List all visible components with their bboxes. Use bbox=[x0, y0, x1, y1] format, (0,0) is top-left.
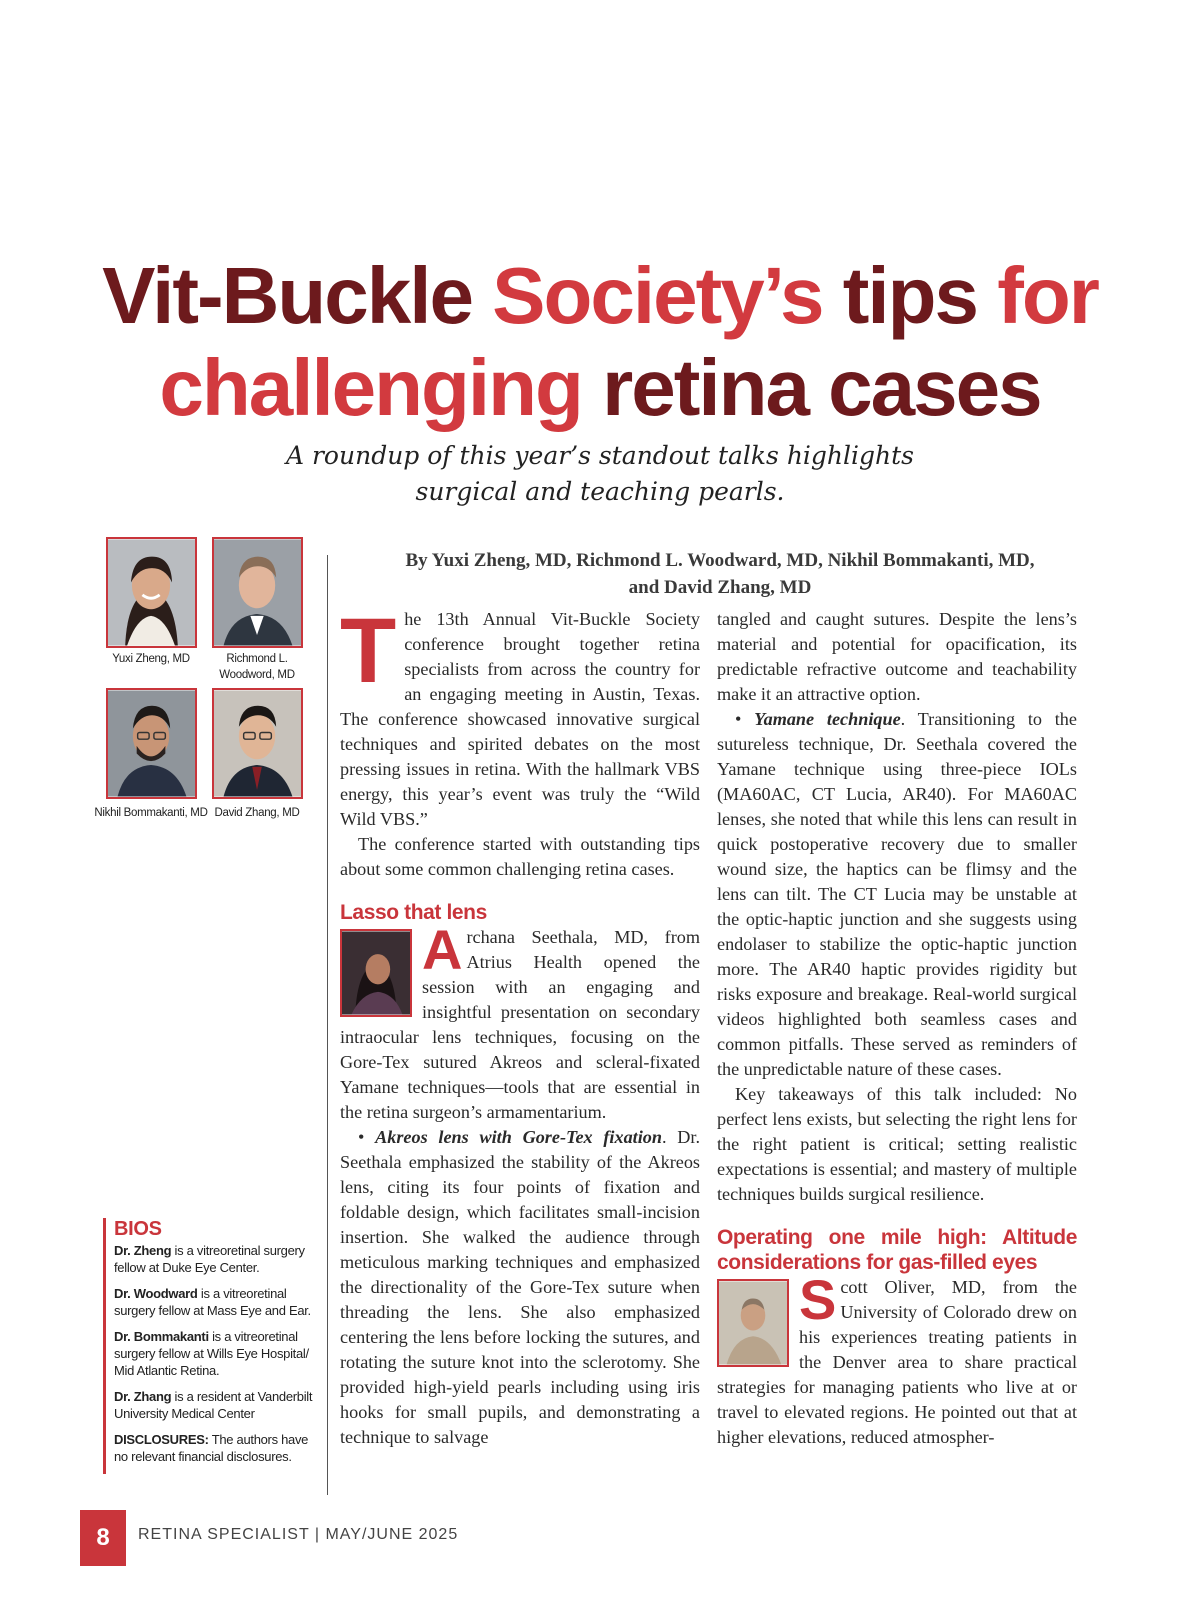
title-part-4: for bbox=[997, 251, 1098, 340]
takeaways-paragraph: Key takeaways of this talk included: No perfect lens exists, but selecting the right lens for the right patient is critical; setting realistic expectations is essential; and mastery of multiple techniques builds surgical resilience. bbox=[717, 1084, 1077, 1204]
bios-box bbox=[103, 1218, 324, 1474]
bullet: • bbox=[358, 1127, 376, 1147]
author-caption-woodward bbox=[197, 651, 317, 683]
intro-paragraph-2: The conference started with outstanding tips about some common challenging retina cases. bbox=[340, 834, 700, 879]
section2-text: cott Oliver, MD, from the University of Colorado drew on his experiences treating patients in the Denver area to share practical strategies for managing patients who live at or travel to elevated regions. He pointed out that at higher elevations, reduced atmospher- bbox=[717, 1277, 1077, 1447]
bio-zheng bbox=[114, 1242, 324, 1276]
drop-cap: T bbox=[340, 600, 397, 702]
yamane-label: Yamane technique bbox=[754, 709, 901, 729]
bio-name: Dr. Zheng bbox=[114, 1243, 172, 1258]
author-caption-zhang: David Zhang, MD bbox=[214, 807, 300, 819]
bio-text: is a vitreoretinal surgery fellow at Mass Eye and Ear. bbox=[114, 1286, 311, 1318]
bios-heading: BIOS bbox=[114, 1218, 162, 1240]
bio-text: is a vitreoretinal surgery fellow at Wills Eye Hospital/ Mid Atlantic Retina. bbox=[114, 1329, 309, 1378]
drop-cap: S bbox=[799, 1268, 837, 1331]
disclosures-label: DISCLOSURES: bbox=[114, 1432, 209, 1447]
section1-text: rchana Seethala, MD, from Atrius Health opened the session with an engaging and insightful presentation on secondary intraocular lens techniques, focusing on the Gore-Tex sutured Akreos and scleral-fixated Yamane techniques—tools that are essential in the retina surgeon’s armamentarium. bbox=[340, 927, 700, 1122]
publication-footer: RETINA SPECIALIST | MAY/JUNE 2025 bbox=[138, 1526, 459, 1543]
section-heading-lasso: Lasso that lens bbox=[340, 901, 487, 924]
akreos-paragraph bbox=[340, 1125, 700, 1450]
sidebar-divider bbox=[327, 555, 328, 1495]
bio-name: Dr. Woodward bbox=[114, 1286, 198, 1301]
intro-paragraph bbox=[340, 600, 700, 832]
portrait-man-icon bbox=[214, 690, 301, 797]
title-part-2: Society’s bbox=[492, 251, 823, 340]
section-gap bbox=[717, 1207, 1077, 1225]
section2-paragraph bbox=[717, 1268, 1077, 1450]
author-caption-zheng: Yuxi Zheng, MD bbox=[112, 653, 190, 665]
portrait-man-icon bbox=[108, 690, 195, 797]
subtitle-line-2: surgical and teaching pearls. bbox=[415, 477, 785, 506]
body-column-2 bbox=[717, 607, 1077, 1450]
bio-woodward bbox=[114, 1285, 324, 1319]
yamane-text: . Transitioning to the sutureless technique, Dr. Seethala covered the Yamane technique using three-piece IOLs (MA60AC, CT Lucia, AR40). For MA60AC lenses, she noted that while this lens can result in quick postoperative recovery due to smaller wound size, the haptics can be flimsy and the lens can tilt. The CT Lucia may be unstable at the optic-haptic junction and she suggests using endolaser to stabilize the optic-haptic junction more. The AR40 haptic provides rigidity but risks exposure and breakage. Real-world surgical videos highlighted both seamless cases and common pitfalls. These served as reminders of the unpredictable nature of these cases. bbox=[717, 709, 1077, 1079]
article-title bbox=[0, 250, 1200, 434]
portrait-man-icon bbox=[214, 539, 301, 646]
section-heading-altitude: Operating one mile high: Altitude considerations for gas-filled eyes bbox=[717, 1226, 1077, 1274]
caption-line-2: Woodword, MD bbox=[219, 669, 295, 681]
portrait-speaker-icon bbox=[719, 1281, 787, 1365]
title-part-6: retina cases bbox=[581, 343, 1041, 432]
col2-paragraph-1: tangled and caught sutures. Despite the lens’s material and potential for opacification, its predictable refractive outcome and teachability make it an attractive option. bbox=[717, 609, 1077, 704]
yamane-paragraph bbox=[717, 707, 1077, 1082]
bio-name: Dr. Zhang bbox=[114, 1389, 172, 1404]
author-photo-zhang bbox=[212, 688, 303, 799]
bio-zhang bbox=[114, 1388, 324, 1422]
disclosures-text: The authors have no relevant financial disclosures. bbox=[114, 1432, 309, 1464]
speaker-photo-oliver bbox=[717, 1279, 789, 1367]
title-part-5: challenging bbox=[159, 343, 582, 432]
title-part-3: tips bbox=[822, 251, 998, 340]
bullet: • bbox=[735, 709, 755, 729]
author-caption-bommakanti: Nikhil Bommakanti, MD bbox=[94, 807, 208, 819]
caption-line-1: Richmond L. bbox=[226, 653, 288, 665]
bio-name: Dr. Bommakanti bbox=[114, 1329, 209, 1344]
drop-cap: A bbox=[422, 918, 463, 981]
portrait-speaker-icon bbox=[342, 931, 410, 1015]
page-number: 8 bbox=[80, 1510, 126, 1566]
author-photo-bommakanti bbox=[106, 688, 197, 799]
akreos-label: Akreos lens with Gore-Tex fixation bbox=[375, 1127, 662, 1147]
title-part-1: Vit-Buckle bbox=[102, 251, 493, 340]
body-column-1 bbox=[340, 600, 701, 1450]
intro-text: he 13th Annual Vit-Buckle Society conference brought together retina specialists from across the country for an engaging meeting in Austin, Texas. The conference showcased innovative surgical techniques and spirited debates on the most pressing issues in retina. With the hallmark VBS energy, this year’s event was truly the “Wild Wild VBS.” bbox=[340, 609, 700, 829]
byline-line-1: By Yuxi Zheng, MD, Richmond L. Woodward, MD, Nikhil Bommakanti, MD, bbox=[405, 550, 1035, 571]
byline bbox=[340, 547, 1100, 601]
bio-text: is a resident at Vanderbilt University Medical Center bbox=[114, 1389, 313, 1421]
portrait-woman-icon bbox=[108, 539, 195, 646]
section-gap bbox=[340, 882, 700, 900]
article-subtitle bbox=[0, 438, 1200, 510]
speaker-photo-seethala bbox=[340, 929, 412, 1017]
subtitle-line-1: A roundup of this year’s standout talks highlights bbox=[285, 441, 914, 470]
author-photo-woodward bbox=[212, 537, 303, 648]
author-photo-zheng bbox=[106, 537, 197, 648]
bio-bommakanti bbox=[114, 1328, 324, 1379]
disclosures bbox=[114, 1431, 324, 1465]
bio-text: is a vitreoretinal surgery fellow at Duke Eye Center. bbox=[114, 1243, 305, 1275]
akreos-text: . Dr. Seethala emphasized the stability of the Akreos lens, citing its four points of fixation and foldable design, which facilitates small-incision insertion. She walked the audience through meticulous marking techniques and emphasized the directionality of the Gore-Tex suture when threading the lens. She also emphasized centering the lens before locking the sutures, and rotating the suture knot into the sclerotomy. She provided high-yield pearls including using iris hooks for small pupils, and demonstrating a technique to salvage bbox=[340, 1127, 701, 1447]
byline-line-2: and David Zhang, MD bbox=[628, 577, 812, 598]
section1-paragraph bbox=[340, 918, 700, 1125]
